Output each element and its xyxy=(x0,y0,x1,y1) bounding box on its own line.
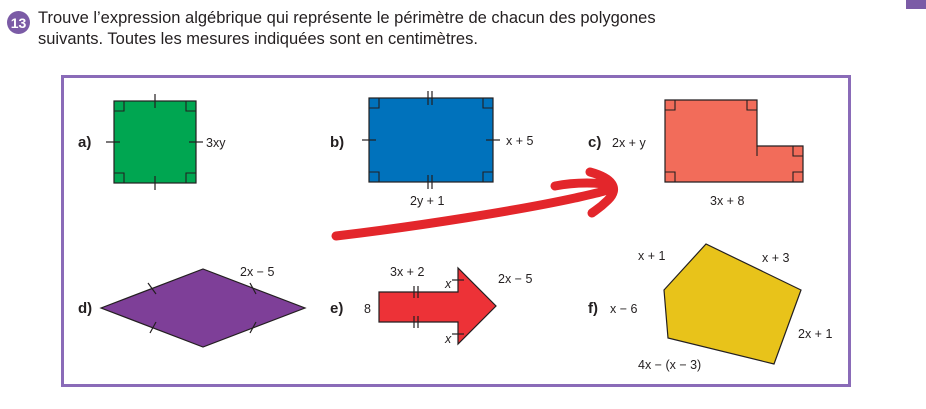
figure-f-bottom-label: 4x − (x − 3) xyxy=(638,358,702,372)
figure-a-square xyxy=(114,101,196,183)
figure-a-label: a) xyxy=(78,134,92,151)
figure-e xyxy=(330,265,532,346)
figure-f-left-label: x − 6 xyxy=(610,302,638,316)
figure-a xyxy=(78,94,226,190)
figure-e-top-label: 3x + 2 xyxy=(390,265,425,279)
exercise-number: 13 xyxy=(10,14,27,31)
figure-a-side-label: 3xy xyxy=(206,136,226,150)
figure-e-left-label: 8 xyxy=(364,302,371,316)
figure-c-bottom-label: 3x + 8 xyxy=(710,194,745,208)
figure-e-x-bottom-label: x xyxy=(445,332,452,346)
figure-e-label: e) xyxy=(330,300,344,317)
figure-b xyxy=(330,91,533,208)
figure-b-rectangle xyxy=(369,98,493,182)
instruction-line-1: Trouve l’expression algébrique qui représente le périmètre de chacun des polygones xyxy=(38,9,656,27)
figure-d-rhombus xyxy=(101,269,305,347)
figure-d-side-label: 2x − 5 xyxy=(240,265,275,279)
figure-f-label: f) xyxy=(588,300,598,317)
figure-c-label: c) xyxy=(588,134,602,151)
instruction-line-2: suivants. Toutes les mesures indiquées sont en centimètres. xyxy=(38,30,478,48)
figure-c-left-label: 2x + y xyxy=(612,136,646,150)
figure-d xyxy=(78,265,305,347)
figure-b-bottom-label: 2y + 1 xyxy=(410,194,445,208)
figure-c-polygon xyxy=(665,100,803,182)
figure-d-label: d) xyxy=(78,300,93,317)
figure-e-x-top-label: x xyxy=(445,277,452,291)
figure-b-right-label: x + 5 xyxy=(506,134,534,148)
figure-e-arrow xyxy=(379,268,496,344)
figure-f-top-right-label: x + 3 xyxy=(762,251,790,265)
figure-f-top-left-label: x + 1 xyxy=(638,249,666,263)
figure-e-diag-label: 2x − 5 xyxy=(498,272,533,286)
figure-b-label: b) xyxy=(330,134,345,151)
figure-f xyxy=(588,244,832,372)
figure-c xyxy=(588,100,803,208)
figure-f-right-label: 2x + 1 xyxy=(798,327,833,341)
